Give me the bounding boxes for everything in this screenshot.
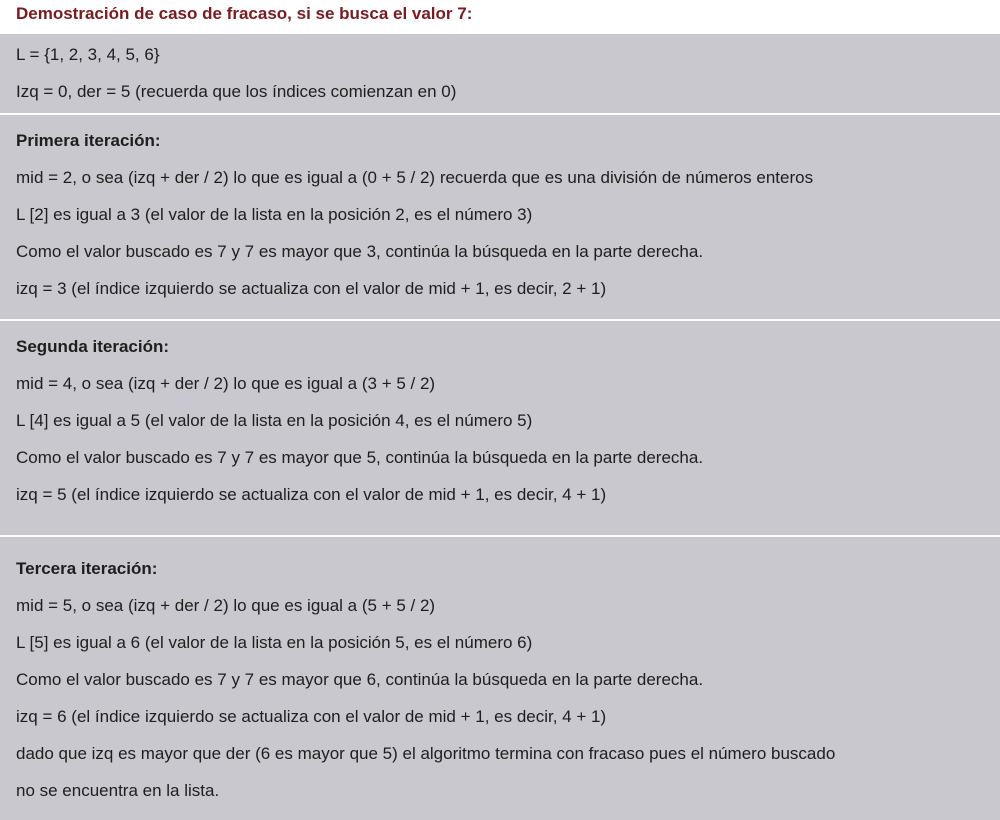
iteration-heading: Segunda iteración: (16, 337, 170, 356)
iteration-line: mid = 5, o sea (izq + der / 2) lo que es igual a (5 + 5 / 2) (16, 596, 436, 615)
iteration-line: izq = 5 (el índice izquierdo se actualiza con el valor de mid + 1, es decir, 4 + 1) (16, 485, 607, 504)
page-title: Demostración de caso de fracaso, si se busca el valor 7: (0, 0, 1000, 32)
iteration-heading: Tercera iteración: (16, 559, 158, 578)
setup-block (0, 32, 1000, 113)
iteration-block-1 (0, 113, 1000, 319)
iteration-line: izq = 3 (el índice izquierdo se actualiza con el valor de mid + 1, es decir, 2 + 1) (16, 279, 607, 298)
initial-indices: Izq = 0, der = 5 (recuerda que los índices comienzan en 0) (16, 82, 457, 101)
iteration-line: L [2] es igual a 3 (el valor de la lista en la posición 2, es el número 3) (16, 205, 533, 224)
iteration-line: L [4] es igual a 5 (el valor de la lista en la posición 4, es el número 5) (16, 411, 533, 430)
iteration-line: L [5] es igual a 6 (el valor de la lista en la posición 5, es el número 6) (16, 633, 533, 652)
conclusion-line: dado que izq es mayor que der (6 es mayor que 5) el algoritmo termina con fracaso pues el número buscado (16, 744, 836, 763)
iteration-line: izq = 6 (el índice izquierdo se actualiza con el valor de mid + 1, es decir, 4 + 1) (16, 707, 607, 726)
iteration-line: Como el valor buscado es 7 y 7 es mayor que 5, continúa la búsqueda en la parte derecha. (16, 448, 704, 467)
iteration-line: mid = 2, o sea (izq + der / 2) lo que es igual a (0 + 5 / 2) recuerda que es una división de números enteros (16, 168, 814, 187)
list-definition: L = {1, 2, 3, 4, 5, 6} (16, 45, 160, 64)
iteration-line: Como el valor buscado es 7 y 7 es mayor que 3, continúa la búsqueda en la parte derecha. (16, 242, 704, 261)
conclusion-line: no se encuentra en la lista. (16, 781, 220, 800)
iteration-heading: Primera iteración: (16, 131, 161, 150)
iteration-line: Como el valor buscado es 7 y 7 es mayor que 6, continúa la búsqueda en la parte derecha. (16, 670, 704, 689)
iteration-block-2 (0, 319, 1000, 535)
iteration-line: mid = 4, o sea (izq + der / 2) lo que es igual a (3 + 5 / 2) (16, 374, 436, 393)
iteration-block-3 (0, 535, 1000, 820)
